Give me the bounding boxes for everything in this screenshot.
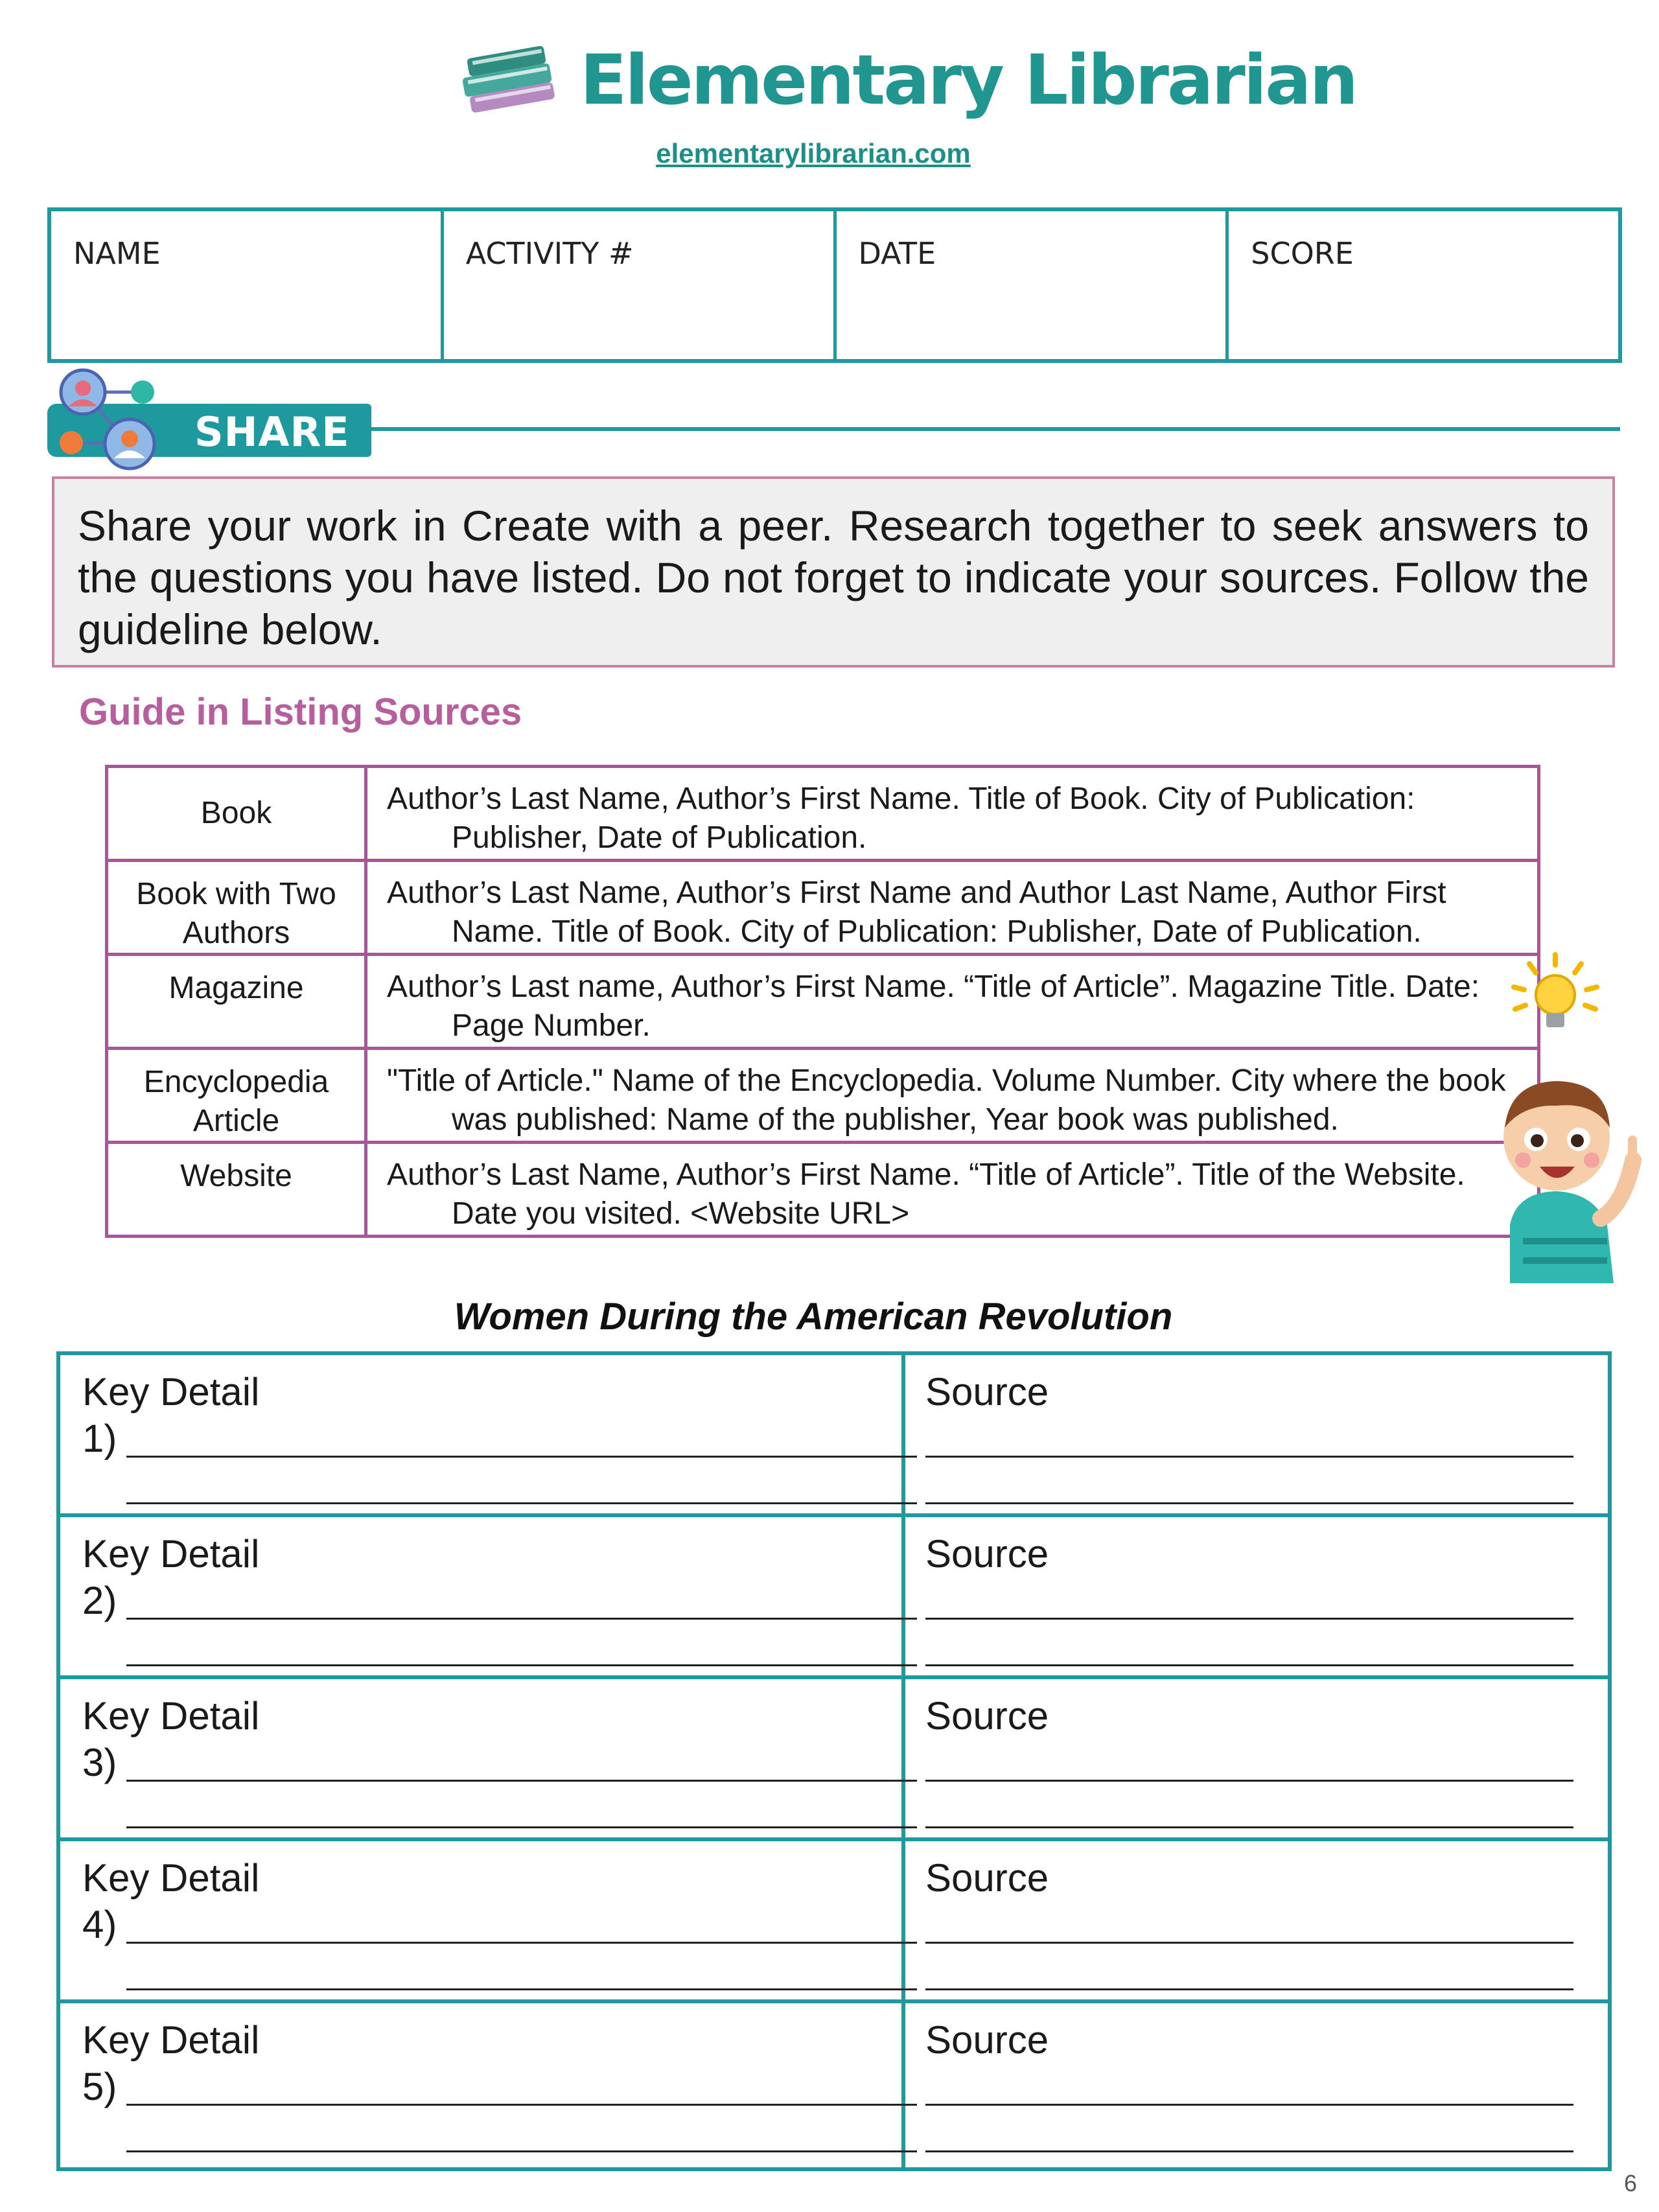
source-type-cell: Encyclopedia Article xyxy=(107,1049,366,1143)
column-divider xyxy=(901,1841,905,1999)
column-divider xyxy=(901,1679,905,1837)
key-detail-number: 3) xyxy=(82,1741,117,1784)
source-type-cell: Book xyxy=(107,767,366,861)
source-answer-line[interactable] xyxy=(925,1502,1573,1504)
key-detail-answer-line[interactable] xyxy=(126,1456,917,1458)
key-detail-number: 4) xyxy=(82,1903,117,1946)
source-answer-line[interactable] xyxy=(925,2150,1573,2152)
key-detail-label: Key Detail xyxy=(82,1694,260,1738)
source-type-cell: Book with Two Authors xyxy=(107,861,366,955)
table-row xyxy=(107,1143,1539,1237)
student-info-table xyxy=(47,207,1622,363)
table-row xyxy=(107,955,1539,1049)
source-answer-line[interactable] xyxy=(925,2104,1573,2106)
share-label: SHARE xyxy=(194,408,350,456)
instruction-box: Share your work in Create with a peer. Research together to seek answers to the questions you have listed. Do not forget to indicate your sources. Follow the guideline below. xyxy=(52,476,1615,668)
source-label: Source xyxy=(925,1370,1049,1414)
citation-format-cell: Author’s Last name, Author’s First Name. “Title of Article”. Magazine Title. Date: Page Number. xyxy=(366,955,1539,1049)
date-field[interactable] xyxy=(837,211,1229,359)
citation-format-cell: Author’s Last Name, Author’s First Name. “Title of Article”. Title of the Website. Date you visited. <Website URL> xyxy=(366,1143,1539,1237)
source-label: Source xyxy=(925,2018,1049,2062)
key-detail-number: 2) xyxy=(82,1579,117,1622)
worksheet-title: Women During the American Revolution xyxy=(454,1296,1173,1338)
key-detail-answer-line[interactable] xyxy=(126,2150,917,2152)
key-detail-answer-line[interactable] xyxy=(126,1942,917,1944)
column-divider xyxy=(901,2003,905,2167)
citation-guide-table xyxy=(105,765,1540,1238)
source-answer-line[interactable] xyxy=(925,1456,1573,1458)
score-field[interactable] xyxy=(1229,211,1618,359)
key-detail-label: Key Detail xyxy=(82,2018,260,2062)
key-detail-row xyxy=(60,1841,1608,2003)
date-label: DATE xyxy=(858,236,936,271)
guide-heading: Guide in Listing Sources xyxy=(79,691,522,733)
key-detail-label: Key Detail xyxy=(82,1370,260,1414)
logo-text: Elementary Librarian xyxy=(580,40,1357,120)
site-url-link[interactable]: elementarylibrarian.com xyxy=(656,138,971,169)
light-bulb-icon xyxy=(1503,949,1607,1040)
source-label: Source xyxy=(925,1532,1049,1576)
key-detail-answer-line[interactable] xyxy=(126,1618,917,1620)
page-number: 6 xyxy=(1624,2170,1638,2196)
boy-pointing-illustration xyxy=(1484,1063,1653,1283)
key-detail-row xyxy=(60,2003,1608,2167)
source-answer-line[interactable] xyxy=(925,1780,1573,1782)
source-answer-line[interactable] xyxy=(925,1826,1573,1828)
table-row xyxy=(107,767,1539,861)
key-detail-table xyxy=(56,1351,1612,2171)
key-detail-number: 5) xyxy=(82,2065,117,2108)
column-divider xyxy=(901,1517,905,1675)
key-detail-row xyxy=(60,1517,1608,1679)
citation-format-cell: Author’s Last Name, Author’s First Name and Author Last Name, Author First Name. Title of Book. City of Publication: Publisher, Date of Publication. xyxy=(366,861,1539,955)
key-detail-answer-line[interactable] xyxy=(126,1826,917,1828)
key-detail-answer-line[interactable] xyxy=(126,1988,917,1990)
source-label: Source xyxy=(925,1856,1049,1900)
logo xyxy=(454,32,1357,130)
key-detail-label: Key Detail xyxy=(82,1532,260,1576)
activity-field[interactable] xyxy=(444,211,837,359)
source-answer-line[interactable] xyxy=(925,1988,1573,1990)
name-label: NAME xyxy=(73,236,161,271)
source-type-cell: Website xyxy=(107,1143,366,1237)
source-answer-line[interactable] xyxy=(925,1664,1573,1666)
key-detail-answer-line[interactable] xyxy=(126,1664,917,1666)
table-row xyxy=(107,861,1539,955)
column-divider xyxy=(901,1355,905,1513)
source-answer-line[interactable] xyxy=(925,1942,1573,1944)
key-detail-label: Key Detail xyxy=(82,1856,260,1900)
share-divider-line xyxy=(350,427,1620,431)
people-network-icon xyxy=(45,366,168,476)
citation-format-cell: Author’s Last Name, Author’s First Name. Title of Book. City of Publication: Publisher, Date of Publication. xyxy=(366,767,1539,861)
score-label: SCORE xyxy=(1251,236,1354,271)
name-field[interactable] xyxy=(51,211,444,359)
citation-format-cell: "Title of Article." Name of the Encyclopedia. Volume Number. City where the book was published: Name of the publisher, Year book was published. xyxy=(366,1049,1539,1143)
source-type-cell: Magazine xyxy=(107,955,366,1049)
source-answer-line[interactable] xyxy=(925,1618,1573,1620)
key-detail-number: 1) xyxy=(82,1417,117,1460)
activity-label: ACTIVITY # xyxy=(465,236,634,271)
books-icon xyxy=(454,32,564,123)
key-detail-row xyxy=(60,1355,1608,1517)
table-row xyxy=(107,1049,1539,1143)
key-detail-row xyxy=(60,1679,1608,1841)
source-label: Source xyxy=(925,1694,1049,1738)
key-detail-answer-line[interactable] xyxy=(126,1502,917,1504)
key-detail-answer-line[interactable] xyxy=(126,2104,917,2106)
key-detail-answer-line[interactable] xyxy=(126,1780,917,1782)
